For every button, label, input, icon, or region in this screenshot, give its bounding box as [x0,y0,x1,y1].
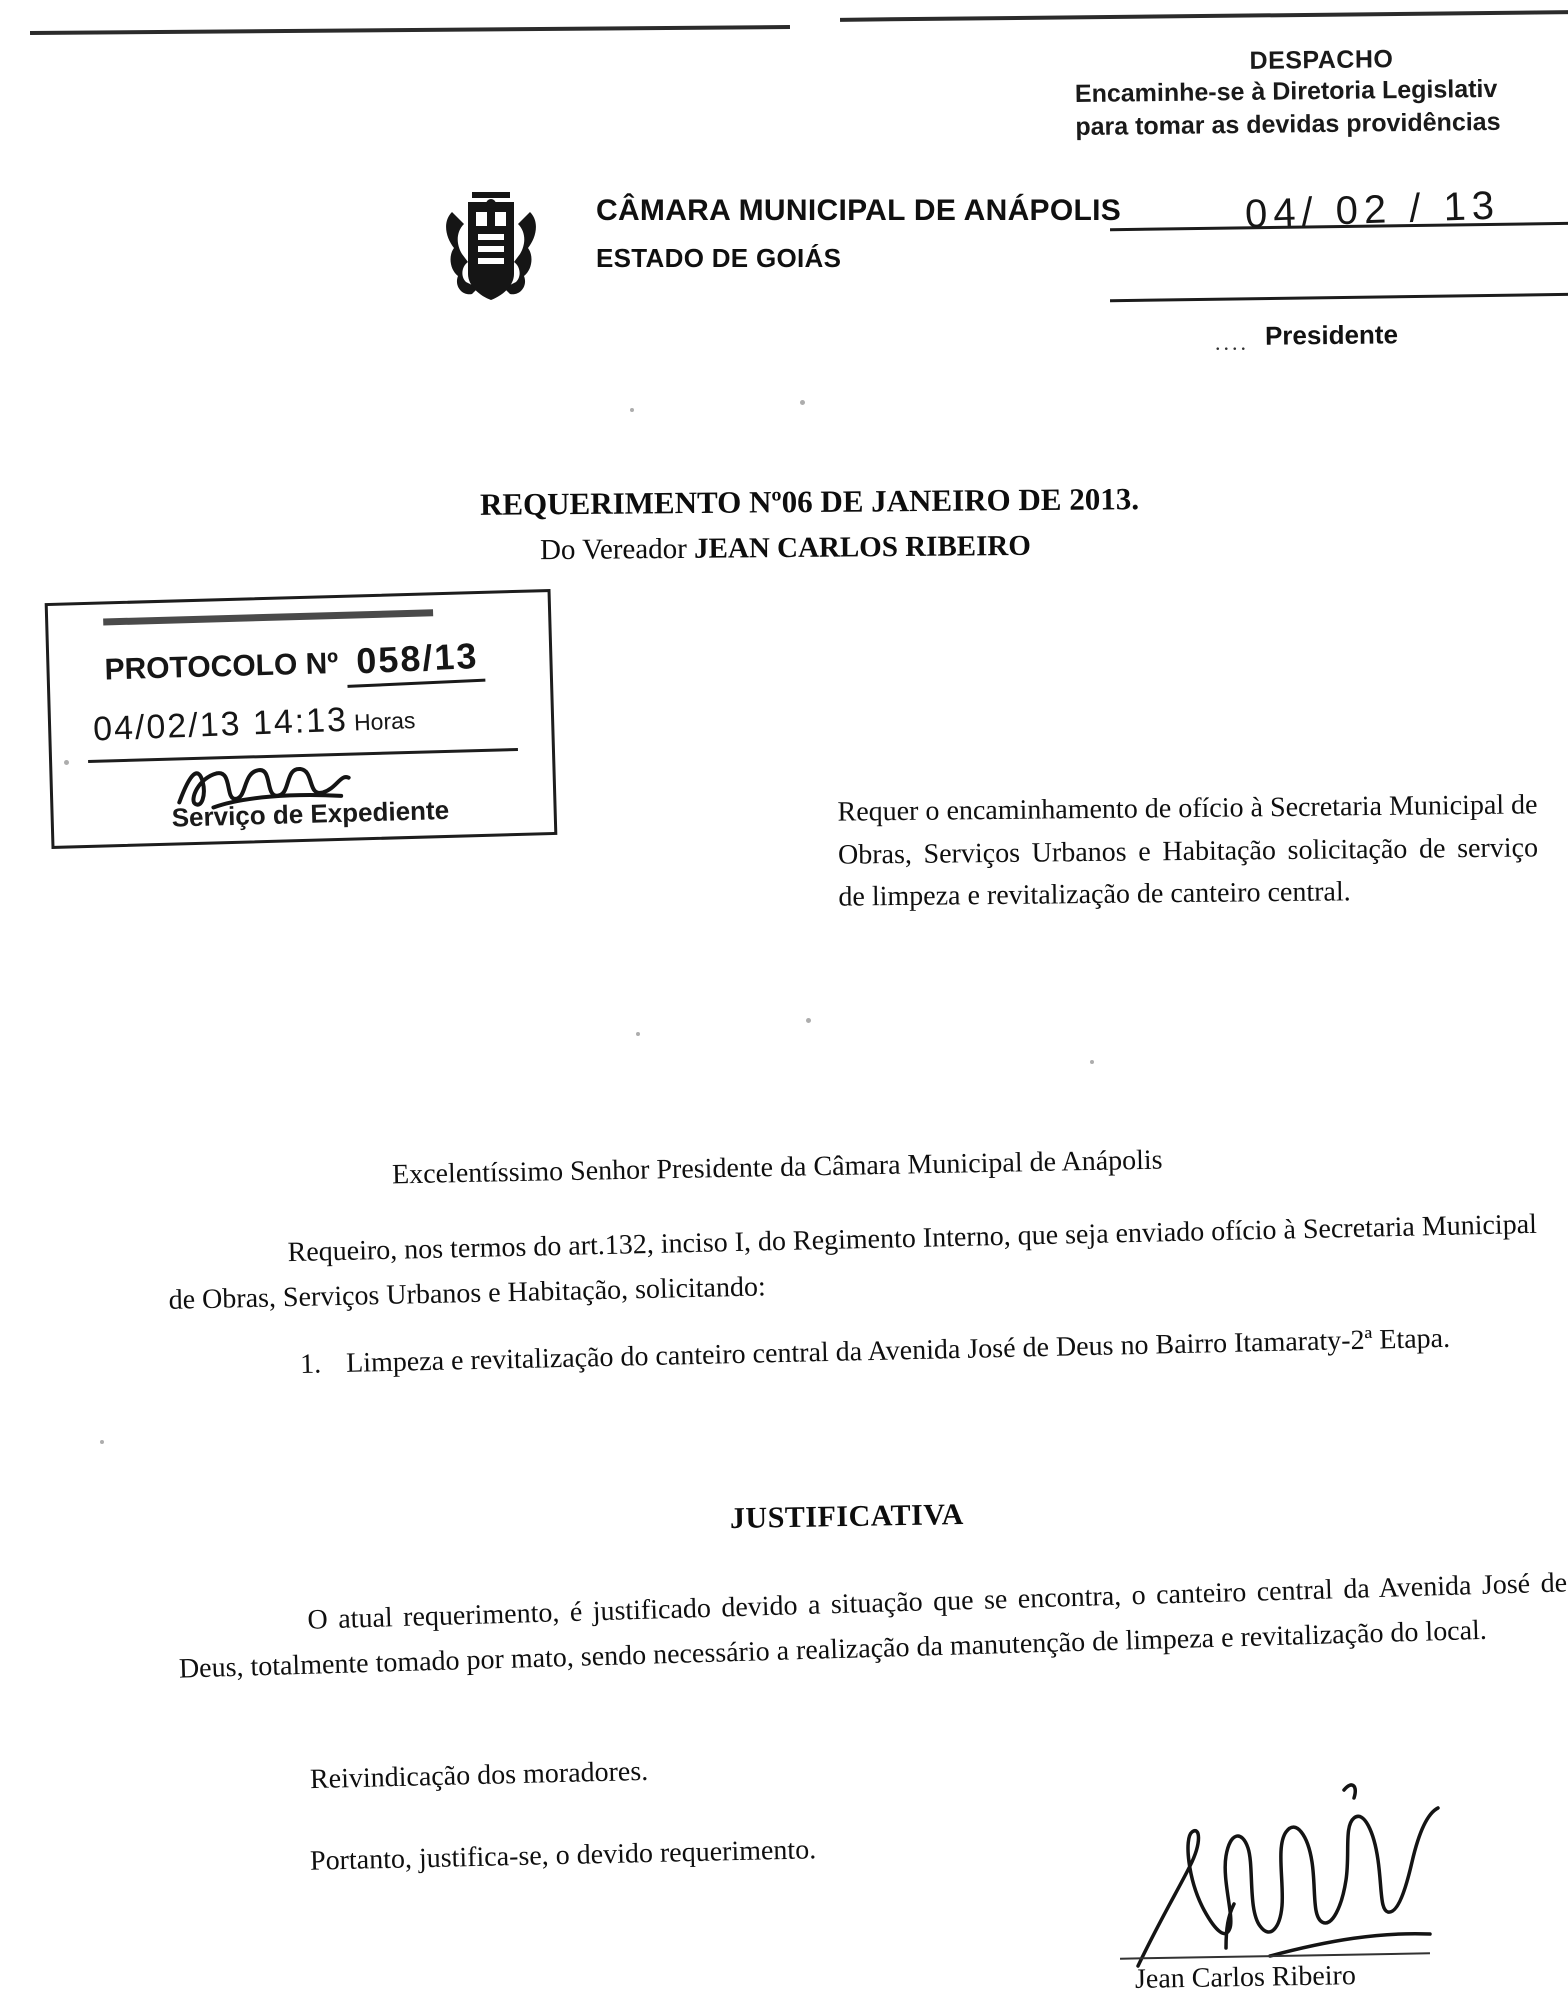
paragraph-indent [178,1629,308,1633]
document-author-name: JEAN CARLOS RIBEIRO [693,529,1032,565]
organization-state: ESTADO DE GOIÁS [596,243,842,273]
addressee-line: Excelentíssimo Senhor Presidente da Câmara Municipal de Anápolis [391,1144,1163,1191]
despacho-date: 04/ 02 / 13 [1244,183,1501,237]
body-paragraph-4: Portanto, justifica-se, o devido requerimento. [309,1834,817,1877]
despacho-signature-rule [1110,293,1568,302]
despacho-block [1074,45,1568,144]
requested-items-list [300,1316,1531,1386]
despacho-line-2: para tomar as devidas providências [1075,107,1501,142]
signature-name: Jean Carlos Ribeiro [1134,1960,1357,1995]
body-paragraph-2-text: O atual requerimento, é justificado devido a situação que se encontra, o canteiro central da Avenida José de Deus, totalmente tomado por mato, sendo necessário a realização da manutenção de limpeza e revitalização do local. [178,1567,1568,1685]
document-title: REQUERIMENTO Nº06 DE JANEIRO DE 2013. [479,481,1140,522]
despacho-line-1: Encaminhe-se à Diretoria Legislativ [1074,74,1498,109]
list-item-number: 1. [299,1348,322,1380]
body-paragraph-1-text: Requeiro, nos termos do art.132, inciso I, do Regimento Interno, que seja enviado ofício à Secretaria Municipal de Obras, Serviços Urbanos e Habitação, solicitando: [168,1208,1538,1316]
despacho-role-label: Presidente [1264,319,1399,351]
paragraph-indent [168,1261,288,1264]
document-author-prefix: Do Vereador [539,532,695,567]
document-author [540,530,1031,567]
scan-speck [630,408,634,412]
protocol-datetime: 04/02/13 14:13 [92,700,349,749]
scan-speck [806,1018,811,1023]
body-paragraph-2 [177,1561,1568,1692]
protocol-datetime-row [92,698,416,749]
ementa-paragraph: Requer o encaminhamento de ofício à Secretaria Municipal de Obras, Serviços Urbanos e Habitação solicitação de serviço de limpeza e revitalização de canteiro central. [837,789,1539,913]
despacho-title: DESPACHO [1249,45,1394,75]
protocol-hours-label: Horas [353,707,416,736]
protocol-number: 058/13 [345,635,485,688]
scan-speck [100,1440,104,1444]
list-item [300,1316,1531,1386]
scan-speck [1090,1060,1094,1064]
protocol-stamp [45,589,558,849]
handwritten-signature-icon [1130,1770,1460,1980]
protocol-service-caption: Serviço de Expediente [171,794,450,833]
coat-of-arms-icon [432,178,550,306]
protocol-label: PROTOCOLO Nº [104,646,339,687]
organization-name: CÂMARA MUNICIPAL DE ANÁPOLIS [596,194,1122,227]
body-paragraph-3: Reivindicação dos moradores. [309,1755,649,1796]
body-paragraph-1 [167,1202,1568,1323]
scan-speck [636,1032,640,1036]
protocol-label-row [104,636,485,694]
section-title-justificativa: JUSTIFICATIVA [729,1497,965,1536]
protocol-stripe-artifact [103,609,433,625]
scan-speck [800,400,805,405]
despacho-dots: .... [1215,330,1249,355]
list-item-text: Limpeza e revitalização do canteiro central da Avenida José de Deus no Bairro Itamaraty-2ª Etapa. [345,1322,1451,1379]
